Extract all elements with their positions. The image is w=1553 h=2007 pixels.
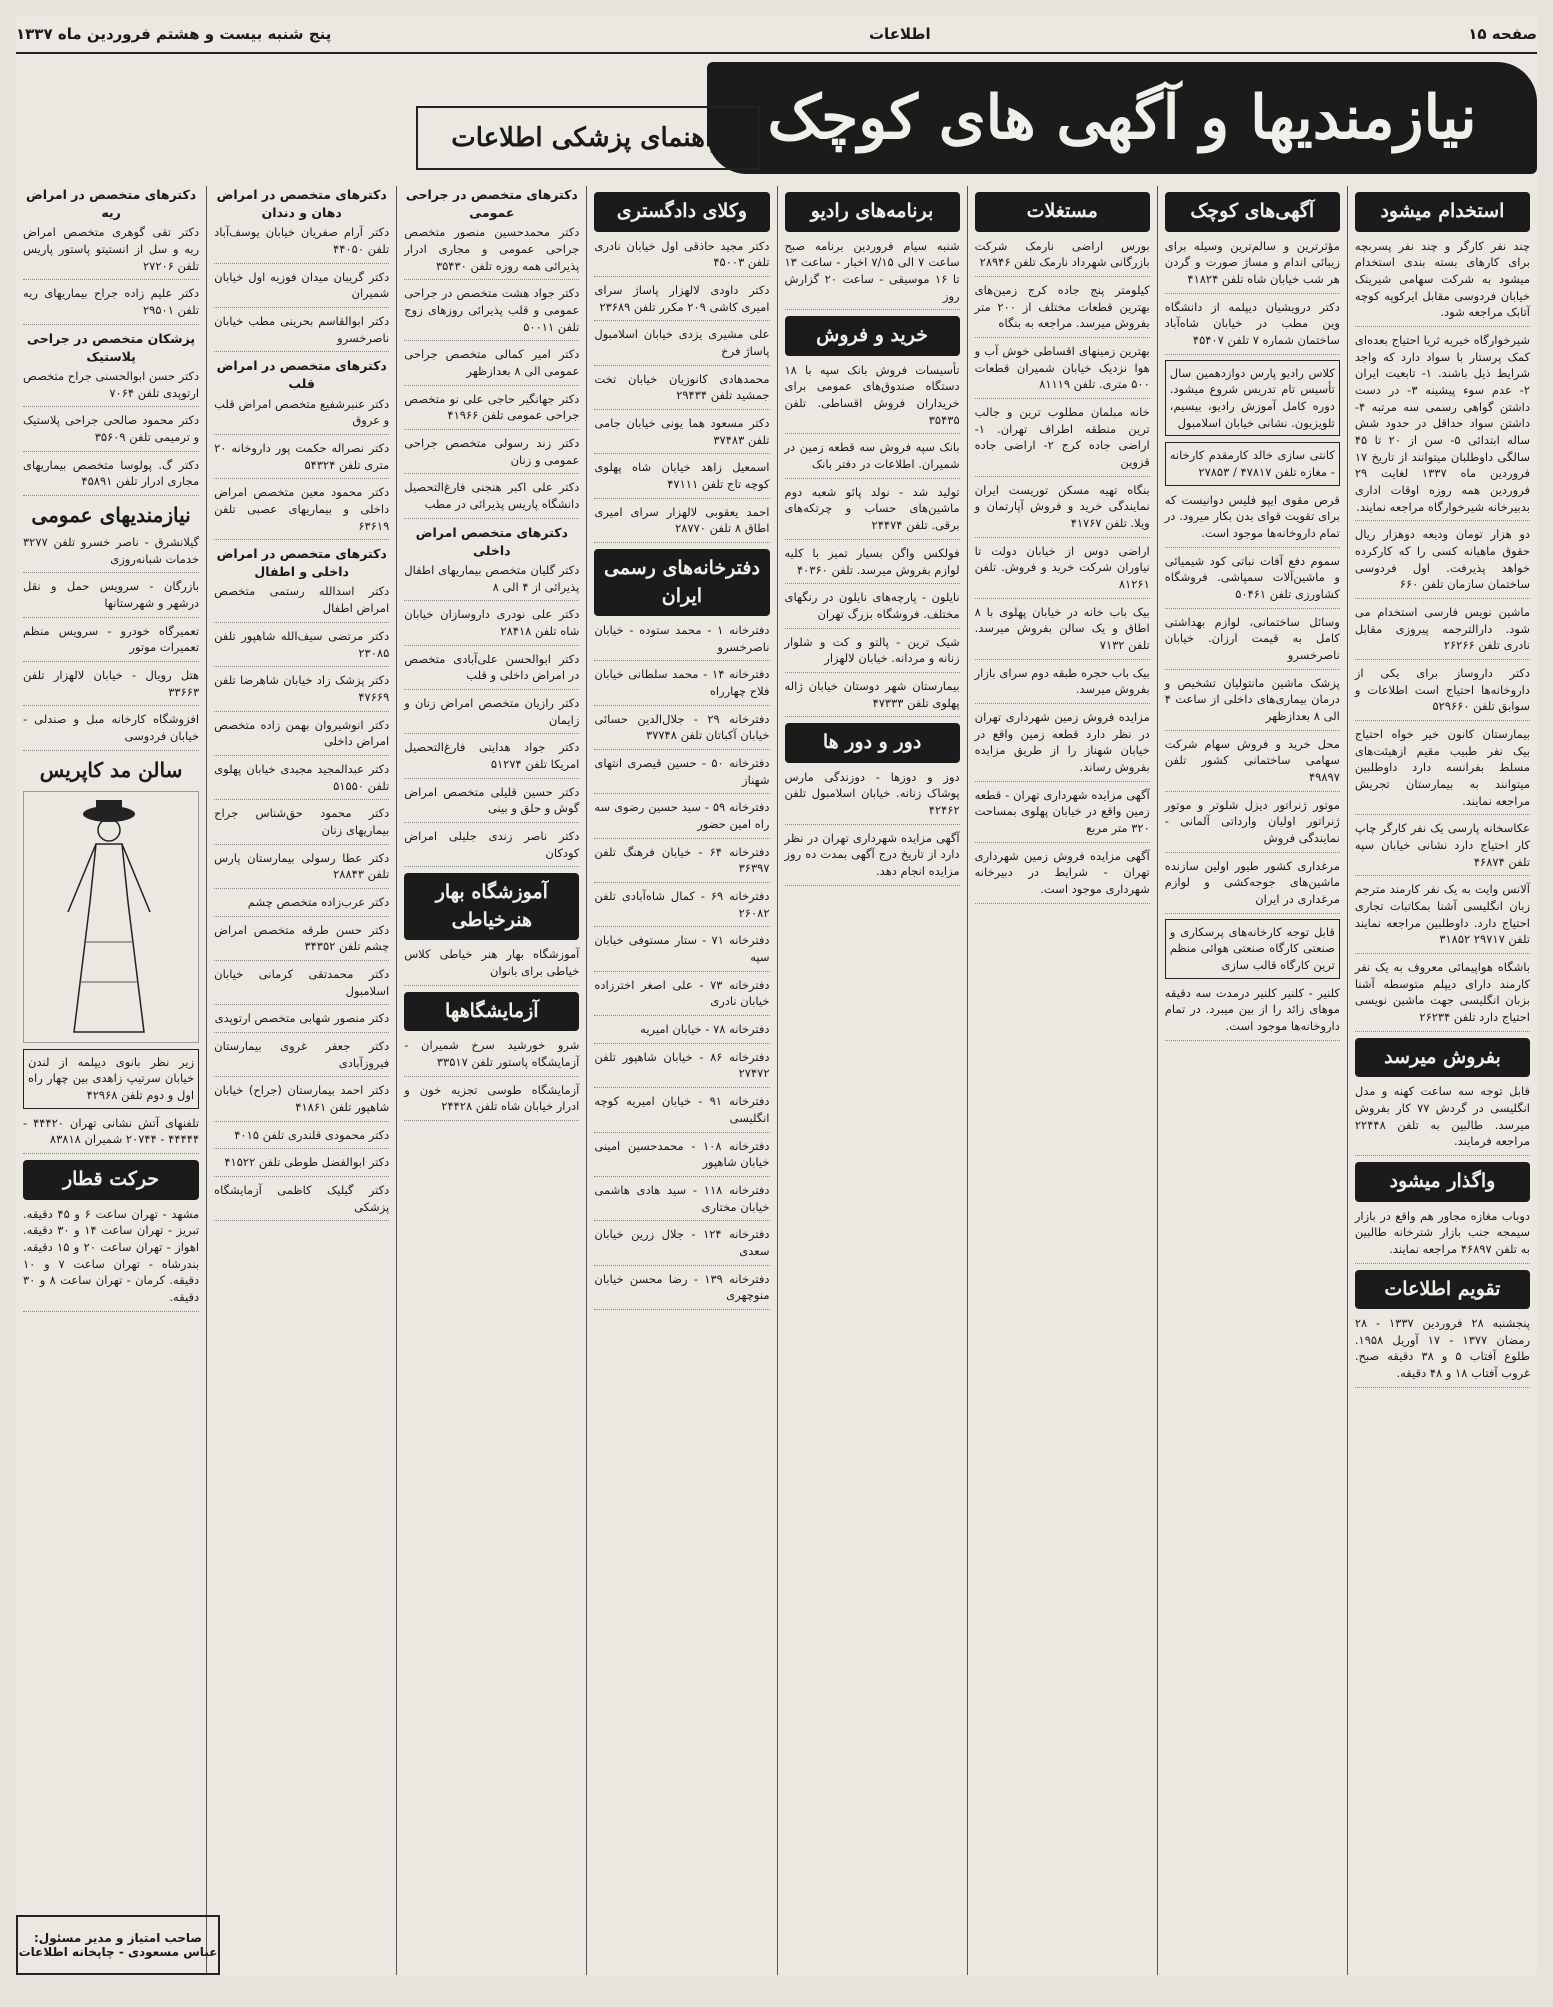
- ad: مؤثرترین و سالم‌ترین وسیله برای زیبائی اندام و مساژ صورت و گردن هر شب خیابان شاه تلفن ۴۱۸۲۴: [1165, 238, 1340, 294]
- ad: دکتر محمدتقی کرمانی خیابان اسلامبول: [214, 966, 389, 1005]
- notary-entry: دفترخانه ۷۸ - خیابان امیریه: [594, 1021, 769, 1044]
- ad: بانک سپه فروش سه قطعه زمین در شمیران. اطلاعات در دفتر بانک: [785, 439, 960, 478]
- section-head-trains: حرکت قطار: [23, 1160, 199, 1200]
- ad: اراضی دوس از خیابان دولت تا نیاوران شرکت خرید و فروش. تلفن ۸۱۲۶۱: [975, 543, 1150, 599]
- ad: گیلانشرق - ناصر خسرو تلفن ۳۲۷۷ خدمات شبانه‌روزی: [23, 534, 199, 573]
- section-head-notaries: دفترخانه‌های رسمی ایران: [594, 549, 769, 616]
- section-head-employment: استخدام میشود: [1355, 192, 1530, 232]
- ad: دکتر رازیان متخصص امراض زنان و زایمان: [404, 695, 579, 734]
- ad: دکتر گیلیک کاظمی آزمایشگاه پزشکی: [214, 1182, 389, 1221]
- salon-address: زیر نظر بانوی دیپلمه از لندن خیابان سرتیپ زاهدی بین چهار راه اول و دوم تلفن ۴۲۹۶۸: [23, 1049, 199, 1109]
- ad: دکتر عطا رسولی بیمارستان پارس تلفن ۲۸۸۴۳: [214, 850, 389, 889]
- notary-entry: دفترخانه ۷۱ - ستار مستوفی خیابان سپه: [594, 932, 769, 971]
- ad: بیمارستان شهر دوستان خیابان ژاله پهلوی تلفن ۴۷۳۳۳: [785, 678, 960, 717]
- ad: دکتر منصور شهابی متخصص ارتوپدی: [214, 1010, 389, 1033]
- notary-entry: دفترخانه ۱ - محمد ستوده - خیابان ناصرخسرو: [594, 622, 769, 661]
- notary-entry: دفترخانه ۱۴ - محمد سلطانی خیابان فلاح چهارراه: [594, 666, 769, 705]
- ad: بیک باب حجره طبقه دوم سرای بازار بفروش میرسد.: [975, 665, 1150, 704]
- columns: [16, 186, 1537, 1975]
- ad: شنبه سیام فروردین برنامه صبح ساعت ۷ الی ۷/۱۵ اخبار - ساعت ۱۳ تا ۱۶ موسیقی - ساعت ۲۰ گزارش روز: [785, 238, 960, 311]
- ad: شرو خورشید سرخ شمیران - آزمایشگاه پاستور تلفن ۳۳۵۱۷: [404, 1037, 579, 1076]
- ad: دو هزار تومان ودیعه دوهزار ریال حقوق ماهیانه کسی را که کارکرده خواهد پذیرفت. اول فردوسی ساختمان سازمان تلفن ۶۶۰: [1355, 526, 1530, 599]
- ad: دکتر گ. پولوسا متخصص بیماریهای مجاری ادرار تلفن ۴۵۸۹۱: [23, 457, 199, 496]
- notary-entry: دفترخانه ۱۱۸ - سید هادی هاشمی خیابان مختاری: [594, 1182, 769, 1221]
- ad: وسائل ساختمانی، لوازم بهداشتی کامل به قیمت ارزان. خیابان ناصرخسرو: [1165, 614, 1340, 670]
- train-schedule: مشهد - تهران ساعت ۶ و ۴۵ دقیقه. تبریز - تهران ساعت ۱۴ و ۳۰ دقیقه. اهواز - تهران ساعت ۲۰ و ۱۵ دقیقه. بندرشاه - تهران ساعت ۷ و ۱۰ دقیقه. کرمان - تهران ساعت ۸ و ۳۰ دقیقه.: [23, 1206, 199, 1312]
- ad: بهترین زمینهای اقساطی خوش آب و هوا نزدیک خیابان شمیران قطعات ۵۰۰ متری. تلفن ۸۱۱۱۹: [975, 343, 1150, 399]
- column-dentists: [206, 186, 396, 1975]
- section-head-surgeons: دکترهای متخصص در جراحی عمومی: [405, 187, 578, 221]
- ad: چند نفر کارگر و چند نفر پسربچه برای کارهای بسته بندی استخدام میشود به شرکت سهامی شیرینک خیابان فردوسی مقابل ایرکوپه کوچه آتابک مراجعه شود.: [1355, 238, 1530, 327]
- ad: دکتر محمود معین متخصص امراض داخلی و بیماریهای عصبی تلفن ۶۳۶۱۹: [214, 484, 389, 540]
- ad: بیک باب خانه در خیابان پهلوی با ۸ اطاق و یک سالن بفروش میرسد. تلفن ۷۱۳۲: [975, 604, 1150, 660]
- ad: کانتی سازی خالد کارمقدم کارخانه - مغازه تلفن ۴۷۸۱۷ / ۲۷۸۵۳: [1165, 442, 1340, 485]
- column-surgeons: [396, 186, 586, 1975]
- salon-title: سالن مد کاپریس: [39, 757, 183, 782]
- ad: دکتر داروساز برای یکی از داروخانه‌ها احتیاج است اطلاعات و سوابق تلفن ۵۲۹۶۶۰: [1355, 665, 1530, 721]
- ad: دکتر محمودی قلندری تلفن ۴۰۱۵: [214, 1127, 389, 1150]
- column-real-estate: [967, 186, 1157, 1975]
- fire-department-phones: تلفنهای آتش نشانی تهران ۴۴۴۲۰ - ۴۴۴۴۴ - ۲۰۷۴۴ شمیران ۸۳۸۱۸: [23, 1115, 199, 1154]
- notary-entry: دفترخانه ۱۳۹ - رضا محسن خیابان منوچهری: [594, 1271, 769, 1310]
- ad: دکتر امیر کمالی متخصص جراحی عمومی الی ۸ بعدازظهر: [404, 346, 579, 385]
- ad: دکتر حسن ابوالحسنی جراح متخصص ارتوپدی تلفن ۷۰۶۴: [23, 368, 199, 407]
- ad: فولکس واگن بسیار تمیز با کلیه لوازم بفروش میرسد. تلفن ۴۰۳۶۰: [785, 545, 960, 584]
- section-head-sewing-school: آموزشگاه بهار هنرخیاطی: [404, 873, 579, 940]
- ad: دکتر علی اکبر هنجنی فارغ‌التحصیل دانشگاه پاریس پذیرائی در مطب: [404, 479, 579, 518]
- ad: آگهی مزایده فروش زمین شهرداری تهران - شرایط در دبیرخانه شهرداری موجود است.: [975, 848, 1150, 904]
- ad: کلاس رادیو پارس دوازدهمین سال تأسیس تام تدریس شروع میشود. دوره کامل آموزش رادیو، بیسیم، تلویزیون. نشانی خیابان اسلامبول: [1165, 360, 1340, 437]
- ad: محل خرید و فروش سهام شرکت سهامی ساختمانی کشور تلفن ۴۹۸۹۷: [1165, 736, 1340, 792]
- ad: خانه مبلمان مطلوب ترین و جالب ترین منطقه اطراف تهران. ۱- اراضی جاده کرج ۲- اراضی جاده قزوین: [975, 404, 1150, 477]
- ad: آگهی مزایده شهرداری تهران در نظر دارد از تاریخ درج آگهی بمدت ده روز مزایده انجام دهد.: [785, 830, 960, 886]
- ad: کیلومتر پنج جاده کرج زمین‌های بهترین قطعات مختلف از ۲۰۰ متر بفروش میرسد. مراجعه به بنگاه: [975, 282, 1150, 338]
- ad: دکتر نصراله حکمت پور داروخانه ۲۰ متری تلفن ۵۴۳۲۴: [214, 440, 389, 479]
- section-head-buy-sell: خرید و فروش: [785, 316, 960, 356]
- ad: دکتر ابوالحسن علی‌آبادی متخصص در امراض داخلی و قلب: [404, 651, 579, 690]
- ad: پزشک ماشین مانتولیان تشخیص و درمان بیماری‌های داخلی از ساعت ۴ الی ۸ بعدازظهر: [1165, 675, 1340, 731]
- ad: دکتر داودی لالهزار پاساژ سرای امیری کاشی ۲۰۹ مکرر تلفن ۲۳۶۸۹: [594, 282, 769, 321]
- ad: شیک ترین - پالتو و کت و شلوار زنانه و مردانه. خیابان لالهزار: [785, 634, 960, 673]
- ad: مرغداری کشور طیور اولین سازنده ماشین‌های جوجه‌کشی و لوازم مرغداری در ایران: [1165, 858, 1340, 914]
- paper-name: اطلاعات: [868, 25, 931, 43]
- ad: دکتر تقی گوهری متخصص امراض ریه و سل از انستیتو پاستور پاریس تلفن ۲۷۲۰۶: [23, 224, 199, 280]
- notary-entry: دفترخانه ۵۹ - سید حسین رضوی سه راه امین حضور: [594, 799, 769, 838]
- ad: دکتر حسین قلیلی متخصص امراض گوش و حلق و بینی: [404, 784, 579, 823]
- calendar-text: پنجشنبه ۲۸ فروردین ۱۳۳۷ - ۲۸ رمضان ۱۳۷۷ - ۱۷ آوریل ۱۹۵۸. طلوع آفتاب ۵ و ۳۸ دقیقه صبح. غروب آفتاب ۱۸ و ۴۸ دقیقه.: [1355, 1315, 1530, 1388]
- ad: قرص مقوی ایپو فلیس دوانیست که برای تقویت قوای بدن بکار میرود. در تمام داروخانه‌ها موجود است.: [1165, 492, 1340, 548]
- page-number: صفحه ۱۵: [1468, 25, 1537, 43]
- column-lung-and-general: [16, 186, 206, 1975]
- ad: عکاسخانه پارسی یک نفر کارگر چاپ کار احتیاج دارد نشانی خیابان سپه تلفن ۴۶۸۷۴: [1355, 820, 1530, 876]
- notary-entry: دفترخانه ۶۴ - خیابان فرهنگ تلفن ۳۶۳۹۷: [594, 844, 769, 883]
- ad: شیرخوارگاه خیریه ثریا احتیاج بعده‌ای کمک پرستار با سواد دارد که واجد شرایط ذیل باشند. ۱- تابعیت ایران ۲- عدم سوء پیشینه ۳- در دست داشتن گواهی رسمی سه مرتبه ۴- داشتن سواد حداقل در حدود شش ساله ابتدائی ۵- سن از ۲۰ تا ۴۵ سالگی داوطلبان میتوانند از تاریخ ۱۷ فروردین ماه ۱۳۳۷ لغایت ۲۹ فروردین همه روزه اوقات اداری بدبیرخانه شیرخوارگاه مراجعه نمایند.: [1355, 332, 1530, 521]
- ad: دکتر مرتضی سیف‌الله شاهپور تلفن ۲۳۰۸۵: [214, 628, 389, 667]
- ad: دکتر عنبرشفیع متخصص امراض قلب و عروق: [214, 396, 389, 435]
- section-head-calendar: تقویم اطلاعات: [1355, 1270, 1530, 1310]
- ad: محمدهادی کانوزیان خیابان تخت جمشید تلفن ۲۹۴۳۴: [594, 371, 769, 410]
- section-head-lease: واگذار میشود: [1355, 1162, 1530, 1202]
- ad: دکتر محمود حق‌شناس جراح بیماریهای زنان: [214, 805, 389, 844]
- ad: دکتر حسن طرقه متخصص امراض چشم تلفن ۳۴۳۵۲: [214, 922, 389, 961]
- notary-entry: دفترخانه ۸۶ - خیابان شاهپور تلفن ۲۷۴۷۲: [594, 1049, 769, 1088]
- section-head-general-needs: نیازمندیهای عمومی: [31, 502, 191, 527]
- section-head-laboratories: آزمایشگاهها: [404, 992, 579, 1032]
- notary-entry: دفترخانه ۷۳ - علی اصغر اخترزاده خیابان نادری: [594, 977, 769, 1016]
- section-head-radio: برنامه‌های رادیو: [785, 192, 960, 232]
- ad: تعمیرگاه خودرو - سرویس منظم تعمیرات موتور: [23, 623, 199, 662]
- ad: ماشین نویس فارسی استخدام می شود. دارالترجمه پیروزی مقابل نادری تلفن ۲۶۲۶۶: [1355, 604, 1530, 660]
- ad: بیمارستان کانون خیر خواه احتیاج بیک نفر طبیب مقیم ازهیئت‌های مسلط بفرانسه دارد داوطلبین میتوانند به بیمارستان تجریش مراجعه نمایند.: [1355, 726, 1530, 815]
- ad: دکتر عبدالمجید مجیدی خیابان پهلوی تلفن ۵۱۵۵۰: [214, 761, 389, 800]
- ad: دکتر اسدالله رستمی متخصص امراض اطفال: [214, 583, 389, 622]
- notary-entry: دفترخانه ۹۱ - خیابان امیریه کوچه انگلیسی: [594, 1093, 769, 1132]
- ad: موتور ژنراتور دیزل شلوتر و موتور ژنراتور اولیان وارداتی آلمانی - نمایندگی فروش: [1165, 797, 1340, 853]
- section-head-lawyers: وکلای دادگستری: [594, 192, 769, 232]
- ad: افزوشگاه کارخانه مبل و صندلی - خیابان فردوسی: [23, 711, 199, 750]
- medical-guide-banner: راهنمای پزشکی اطلاعات: [416, 106, 760, 170]
- ad: دکتر آرام صفریان خیابان یوسف‌آباد تلفن ۴۴۰۵۰: [214, 224, 389, 263]
- ad: دکتر زند رسولی متخصص جراحی عمومی و زنان: [404, 435, 579, 474]
- section-head-for-sale: بفروش میرسد: [1355, 1038, 1530, 1078]
- notary-entry: دفترخانه ۱۲۴ - جلال زرین خیابان سعدی: [594, 1226, 769, 1265]
- ad: دکتر گلیان متخصص بیماریهای اطفال پذیرائی از ۴ الی ۸: [404, 562, 579, 601]
- ad: نایلون - پارچه‌های نایلون در رنگهای مختلف. فروشگاه بزرگ تهران: [785, 589, 960, 628]
- issue-date: پنج شنبه بیست و هشتم فروردین ماه ۱۳۳۷: [16, 25, 332, 43]
- column-lawyers: [586, 186, 776, 1975]
- ad: دکتر احمد بیمارستان (جراح) خیابان شاهپور تلفن ۴۱۸۶۱: [214, 1082, 389, 1121]
- notary-entry: دفترخانه ۶۹ - کمال شاه‌آبادی تلفن ۲۶۰۸۲: [594, 888, 769, 927]
- ad: بازرگان - سرویس حمل و نقل درشهر و شهرستانها: [23, 578, 199, 617]
- ad: دکتر ناصر زندی جلیلی امراض کودکان: [404, 828, 579, 867]
- ad: دکتر درویشیان دیپلمه از دانشگاه وین مطب در خیابان شاه‌آباد ساختمان شماره ۷ تلفن ۴۵۴۰۷: [1165, 299, 1340, 355]
- notary-entry: دفترخانه ۲۹ - جلال‌الدین حسائی خیابان آکباتان تلفن ۳۷۷۴۸: [594, 711, 769, 750]
- ad: دکتر محمود صالحی جراحی پلاستیک و ترمیمی تلفن ۳۵۶۰۹: [23, 412, 199, 451]
- newspaper-page: [16, 16, 1537, 1975]
- notary-entry: دفترخانه ۵۰ - حسین قیصری انتهای شهناز: [594, 755, 769, 794]
- ad: دوز و دوزها - دوزندگی مارس پوشاک زنانه. خیابان اسلامبول تلفن ۴۲۴۶۲: [785, 769, 960, 825]
- ad: کلنیر - کلنیر کلنیر درمدت سه دقیقه موهای زائد را از بین میبرد. در تمام داروخانه‌ها موجود است.: [1165, 985, 1340, 1041]
- fashion-figure-icon: [24, 792, 194, 1040]
- ad: آگهی مزایده شهرداری تهران - قطعه زمین واقع در خیابان پهلوی بمساحت ۳۲۰ متر مربع: [975, 787, 1150, 843]
- ad: تولید شد - نولد پائو شعبه دوم ماشین‌های حساب و چرتکه‌های برقی. تلفن ۲۴۴۷۴: [785, 484, 960, 540]
- notary-entry: دفترخانه ۱۰۸ - محمدحسین امینی خیابان شاهپور: [594, 1138, 769, 1177]
- ad: باشگاه هواپیمائی معروف به یک نفر کارمند دارای دیپلم متوسطه آشنا بزبان انگلیسی جهت ماشین نویسی احتیاج دارد تلفن ۲۶۲۳۴: [1355, 959, 1530, 1032]
- column-radio: [777, 186, 967, 1975]
- section-head-heart: دکترهای متخصص در امراض قلب: [216, 358, 387, 392]
- ad: دکتر پزشک زاد خیابان شاهرضا تلفن ۴۷۶۶۹: [214, 672, 389, 711]
- ad: سموم دفع آفات نباتی کود شیمیائی و ماشین‌آلات سمپاشی. فروشگاه کشاورزی تلفن ۵۰۴۶۱: [1165, 553, 1340, 609]
- ad: تأسیسات فروش بانک سپه با ۱۸ دستگاه صندوق‌های عمومی برای خریداران فروش اقساطی. تلفن ۳۵۴۳۵: [785, 362, 960, 435]
- ad: دکتر محمدحسین منصور متخصص جراحی عمومی و مجاری ادرار پذیرائی همه روزه تلفن ۳۵۴۳۰: [404, 224, 579, 280]
- column-employment: [1347, 186, 1537, 1975]
- ad: مزایده فروش زمین شهرداری تهران در نظر دارد قطعه زمین واقع در خیابان شهناز را از طریق مزایده بفروش رساند.: [975, 709, 1150, 782]
- ad: دکتر جواد هشت متخصص در جراحی عمومی و قلب پذیرائی روزهای زوج تلفن ۵۰۰۱۱: [404, 285, 579, 341]
- ad: بورس اراضی نارمک شرکت بازرگانی شهرداد نارمک تلفن ۲۸۹۴۶: [975, 238, 1150, 277]
- ad: دکتر جواد هدایتی فارغ‌التحصیل امریکا تلفن ۵۱۲۷۴: [404, 739, 579, 778]
- ad: دکتر ابوالفضل طوطی تلفن ۴۱۵۲۲: [214, 1154, 389, 1177]
- ad: دکتر جهانگیر حاجی علی نو متخصص جراحی عمومی تلفن ۴۱۹۶۶: [404, 391, 579, 430]
- ad: آلانس وایت به یک نفر کارمند مترجم زبان انگلیسی آشنا بمکاتبات تجاری احتیاج دارد. داوطلبین مراجعه نمایند تلفن ۲۹۷۱۷ ۳۱۸۵۲: [1355, 881, 1530, 954]
- ad: دکتر مجید حاذقی اول خیابان نادری تلفن ۴۵۰۰۳: [594, 238, 769, 277]
- ad: قابل توجه سه ساعت کهنه و مدل انگلیسی در گردش ۷۷ کار بفروش میرسد. طالبین به تلفن ۲۲۴۴۸ مراجعه فرمایند.: [1355, 1083, 1530, 1156]
- section-head-dentists: دکترهای متخصص در امراض دهان و دندان: [216, 187, 387, 221]
- ad: قابل توجه کارخانه‌های پرسکاری و صنعتی کارگاه صنعتی هوائی منظم ترین کارگاه قالب سازی: [1165, 919, 1340, 979]
- ad: دکتر گریبان میدان فوزیه اول خیابان شمیران: [214, 269, 389, 308]
- ad: دکتر عرب‌زاده متخصص چشم: [214, 894, 389, 917]
- column-small-ads: [1157, 186, 1347, 1975]
- ad: دوباب مغازه مجاور هم واقع در بازار سیمجه جنب بازار شترخانه طالبین به تلفن ۴۶۸۹۷ مراجعه نمایند.: [1355, 1208, 1530, 1264]
- section-head-real-estate: مستغلات: [975, 192, 1150, 232]
- ad: دکتر جعفر غروی بیمارستان فیروزآبادی: [214, 1038, 389, 1077]
- ad: علی مشیری یزدی خیابان اسلامبول پاساژ فرخ: [594, 326, 769, 365]
- ad: دکتر علیم زاده جراح بیماریهای ریه تلفن ۲۹۵۰۱: [23, 285, 199, 324]
- section-head-lung: دکترهای متخصص در امراض ریه: [25, 187, 197, 221]
- ad: احمد یعقوبی لالهزار سرای امیری اطاق ۸ تلفن ۲۸۷۷۰: [594, 504, 769, 543]
- classifieds-banner: نیازمندیها و آگهی های کوچک: [707, 62, 1537, 174]
- ad: آموزشگاه بهار هنر خیاطی کلاس خیاطی برای بانوان: [404, 946, 579, 985]
- ad: اسمعیل زاهد خیابان شاه پهلوی کوچه تاج تلفن ۴۷۱۱۱: [594, 459, 769, 498]
- section-head-plastic: پزشکان متخصص در جراحی پلاستیک: [27, 330, 196, 364]
- ad: دکتر ابوالقاسم بحرینی مطب خیابان ناصرخسرو: [214, 313, 389, 352]
- section-head-tailoring: دور و دور ها: [785, 723, 960, 763]
- fashion-illustration: [23, 791, 199, 1043]
- publisher-note: صاحب امتیاز و مدیر مسئول: عباس مسعودی - چاپخانه اطلاعات: [16, 1915, 220, 1975]
- section-head-pediatrics: دکترهای متخصص در امراض داخلی و اطفال: [216, 546, 387, 580]
- ad: آزمایشگاه طوسی تجزیه خون و ادرار خیابان شاه تلفن ۲۴۴۲۸: [404, 1082, 579, 1121]
- ad: دکتر علی نودری داروسازان خیابان شاه تلفن ۲۸۴۱۸: [404, 606, 579, 645]
- ad: دکتر انوشیروان بهمن زاده متخصص امراض داخلی: [214, 717, 389, 756]
- ad: بنگاه تهیه مسکن توریست ایران نمایندگی خرید و فروش آپارتمان و ویلا. تلفن ۴۱۷۶۷: [975, 482, 1150, 538]
- ad: دکتر مسعود هما یونی خیابان جامی تلفن ۳۷۴۸۳: [594, 415, 769, 454]
- running-head: [16, 16, 1537, 54]
- section-head-small-ads: آگهی‌های کوچک: [1165, 192, 1340, 232]
- section-head-internal: دکترهای متخصص امراض داخلی: [415, 524, 568, 558]
- ad: هتل رویال - خیابان لالهزار تلفن ۳۳۶۶۳: [23, 667, 199, 706]
